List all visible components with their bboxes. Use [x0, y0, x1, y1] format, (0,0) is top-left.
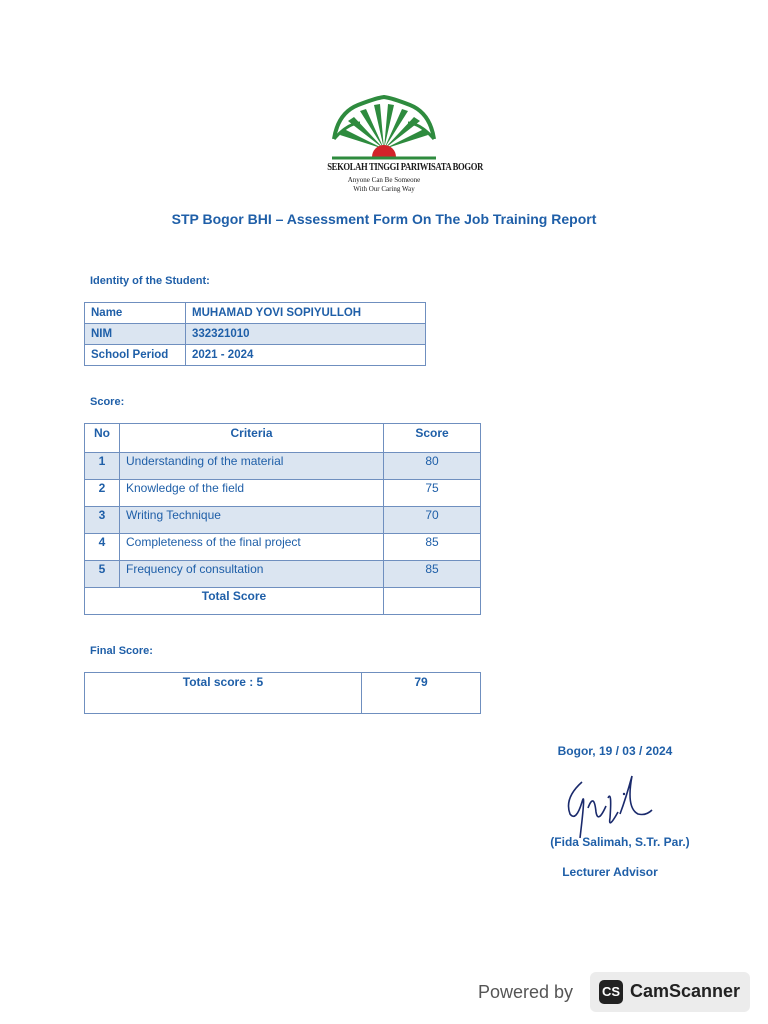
powered-by-text: Powered by: [478, 982, 574, 1002]
school-logo: [318, 93, 483, 197]
identity-value: 2021 - 2024: [186, 345, 426, 366]
camscanner-badge: [590, 972, 750, 1012]
identity-table: [84, 302, 426, 366]
signer-name: (Fida Salimah, S.Tr. Par.): [550, 835, 690, 849]
row-no: 4: [85, 534, 120, 561]
table-row: [85, 507, 481, 534]
row-criteria: Frequency of consultation: [120, 561, 384, 588]
total-row: [85, 588, 481, 615]
header-criteria: Criteria: [120, 424, 384, 453]
row-no: 2: [85, 480, 120, 507]
row-score: 70: [384, 507, 481, 534]
logo-school-name: SEKOLAH TINGGI PARIWISATA BOGOR: [327, 162, 483, 173]
header-score: Score: [384, 424, 481, 453]
total-score-label: Total Score: [85, 588, 384, 615]
row-criteria: Knowledge of the field: [120, 480, 384, 507]
place-date: Bogor, 19 / 03 / 2024: [557, 744, 673, 758]
identity-value: 332321010: [186, 324, 426, 345]
header-no: No: [85, 424, 120, 453]
logo-tagline-2: With Our Caring Way: [353, 185, 415, 193]
row-score: 80: [384, 453, 481, 480]
final-score-label: Total score : 5: [85, 673, 362, 714]
row-no: 3: [85, 507, 120, 534]
camscanner-name: CamScanner: [630, 981, 741, 1001]
score-header-row: [85, 424, 481, 453]
table-row: [85, 534, 481, 561]
table-row: [85, 480, 481, 507]
handwritten-signature-icon: [560, 768, 670, 838]
identity-row: [85, 324, 426, 345]
score-table: [84, 423, 481, 615]
row-score: 85: [384, 561, 481, 588]
signer-role: Lecturer Advisor: [562, 865, 658, 879]
row-score: 85: [384, 534, 481, 561]
final-score-row: [85, 673, 481, 714]
row-no: 5: [85, 561, 120, 588]
row-criteria: Completeness of the final project: [120, 534, 384, 561]
identity-label: Name: [85, 303, 186, 324]
identity-value: MUHAMAD YOVI SOPIYULLOH: [186, 303, 426, 324]
logo-tagline-1: Anyone Can Be Someone: [347, 176, 421, 184]
identity-row: [85, 303, 426, 324]
table-row: [85, 453, 481, 480]
document-title: STP Bogor BHI – Assessment Form On The Job Training Report: [171, 211, 597, 227]
row-no: 1: [85, 453, 120, 480]
identity-label: NIM: [85, 324, 186, 345]
score-heading: Score:: [90, 396, 125, 408]
final-score-value: 79: [362, 673, 481, 714]
camscanner-icon: CS: [599, 980, 623, 1004]
final-score-heading: Final Score:: [90, 645, 153, 657]
row-criteria: Understanding of the material: [120, 453, 384, 480]
identity-heading: Identity of the Student:: [90, 275, 210, 287]
row-criteria: Writing Technique: [120, 507, 384, 534]
table-row: [85, 561, 481, 588]
logo-emblem-icon: [328, 93, 440, 163]
identity-label: School Period: [85, 345, 186, 366]
final-score-table: [84, 672, 481, 714]
row-score: 75: [384, 480, 481, 507]
identity-row: [85, 345, 426, 366]
total-score-value: [384, 588, 481, 615]
